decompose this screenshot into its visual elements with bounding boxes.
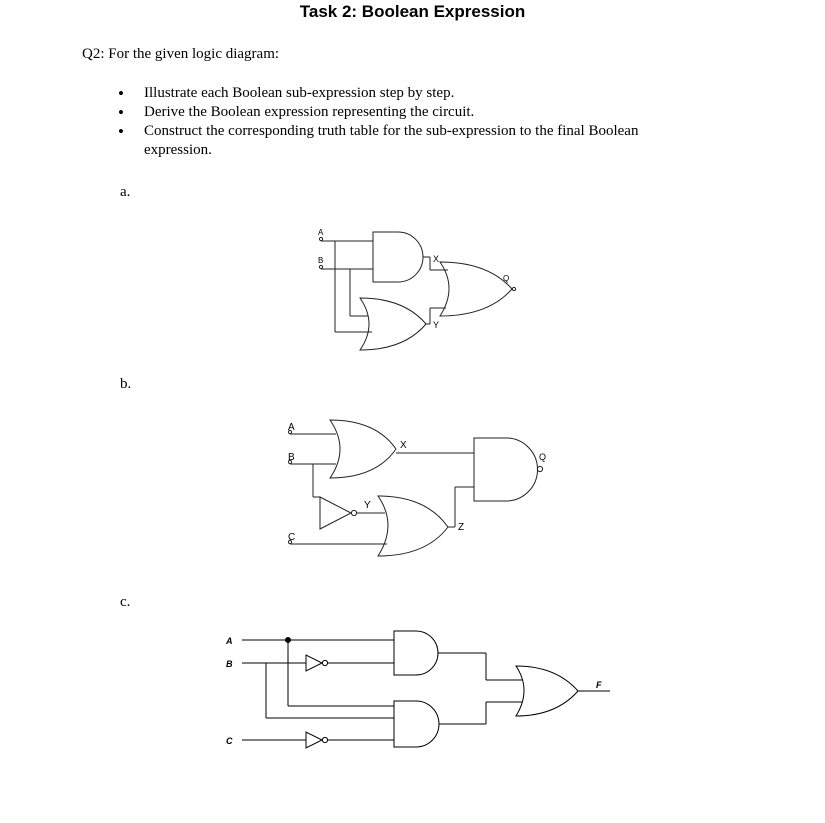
signal-label-z: Z [458, 522, 465, 533]
signal-label-y: Y [433, 320, 440, 330]
not-gate [306, 655, 322, 671]
input-terminal [319, 237, 322, 240]
output-label-f: F [596, 680, 602, 690]
signal-label-x: X [400, 440, 407, 451]
and-gate [394, 631, 438, 675]
inverter-bubble [351, 510, 356, 515]
inverter-bubble [322, 737, 327, 742]
or-gate [440, 262, 512, 316]
or-gate [378, 496, 448, 556]
and-gate [373, 232, 423, 282]
input-label-a: A [318, 228, 324, 237]
signal-label-y: Y [364, 500, 371, 511]
or-gate [516, 666, 578, 716]
page-title: Task 2: Boolean Expression [299, 2, 526, 21]
not-gate [306, 732, 322, 748]
input-label-b: B [226, 659, 233, 669]
instruction-item: • Construct the corresponding truth table for the sub-expression to the final Boolean expression. [118, 122, 698, 160]
diagram-b [288, 420, 542, 556]
diagram-a [319, 232, 515, 350]
input-label-c: C [226, 736, 233, 746]
instruction-item: • Derive the Boolean expression representing the circuit. [118, 103, 698, 122]
input-label-b: B [318, 256, 324, 265]
or-gate [360, 298, 426, 350]
or-gate [330, 420, 396, 478]
input-label-b: B [288, 452, 295, 463]
part-c-label: c. [120, 594, 131, 610]
diagram-c [242, 631, 610, 748]
instruction-item: • Illustrate each Boolean sub-expression step by step. [118, 84, 698, 103]
part-b-label: b. [120, 376, 132, 392]
input-terminal [319, 265, 322, 268]
part-a-label: a. [120, 184, 131, 200]
input-label-c: C [288, 532, 296, 543]
inverter-bubble [322, 660, 327, 665]
input-label-a: A [288, 422, 295, 433]
signal-label-x: X [433, 254, 440, 264]
output-bubble [537, 466, 542, 471]
and-gate [394, 701, 439, 747]
output-terminal [512, 287, 515, 290]
and-gate [474, 438, 538, 501]
input-label-a: A [226, 636, 233, 646]
output-label-q: Q [539, 452, 547, 462]
not-gate [320, 497, 351, 529]
output-label-q: Q [503, 274, 510, 283]
question-text: Q2: For the given logic diagram: [82, 46, 280, 62]
